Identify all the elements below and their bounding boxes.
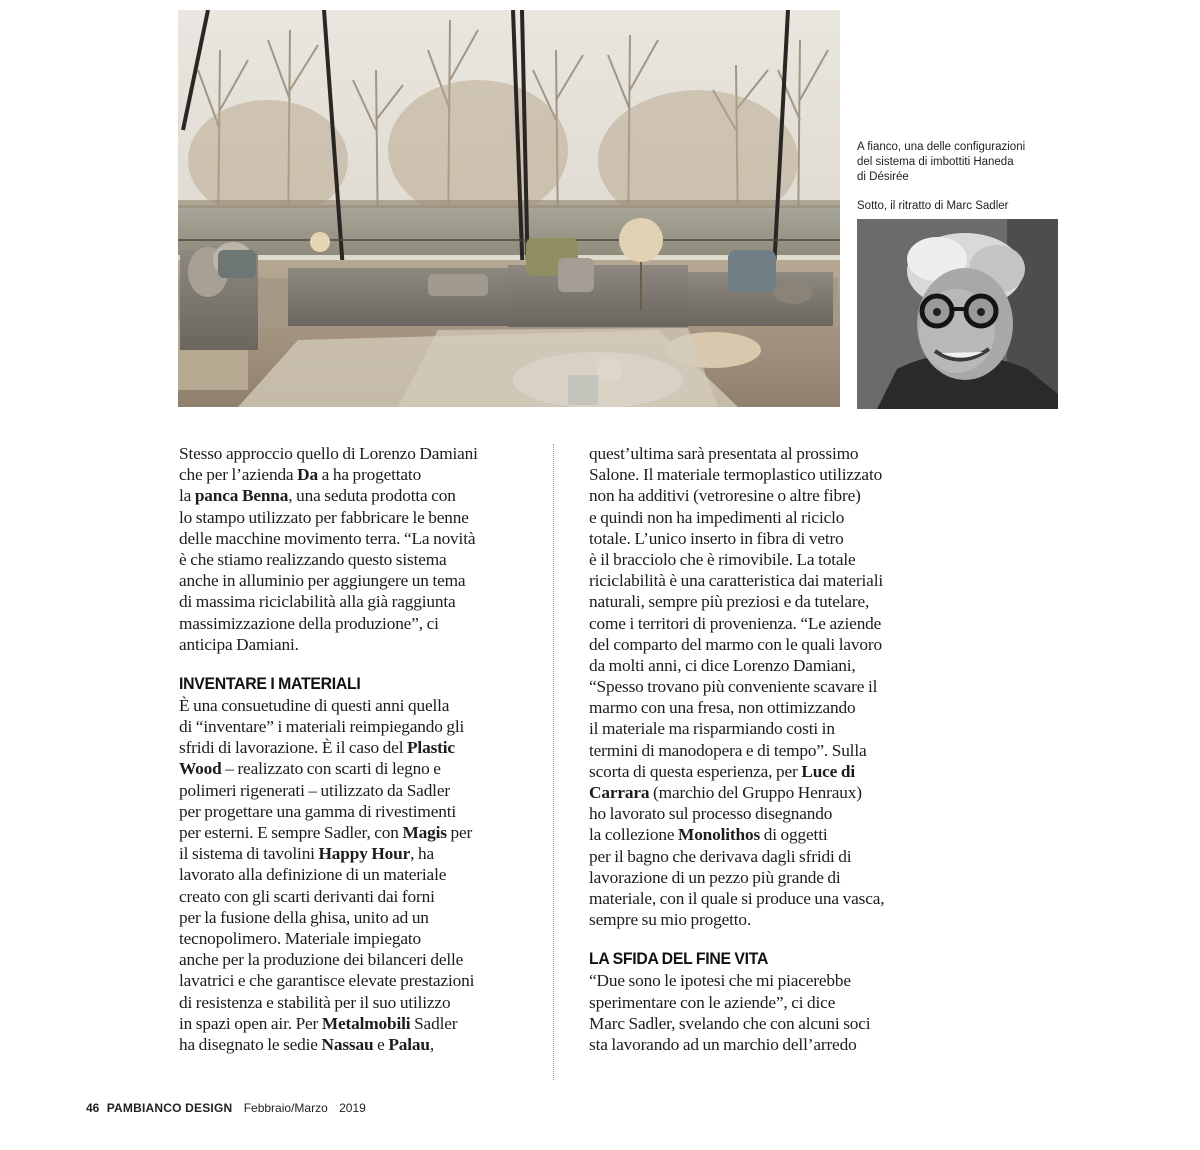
text-line xyxy=(589,888,939,909)
text-run: Sadler xyxy=(410,1013,458,1033)
text-line xyxy=(179,1034,529,1055)
text-line xyxy=(589,655,939,676)
text-line xyxy=(179,864,529,885)
caption-line: di Désirée xyxy=(857,171,909,183)
text-line xyxy=(179,464,529,485)
text-line xyxy=(179,443,529,464)
paragraph-gap xyxy=(589,930,939,948)
bold-text-run: Plastic xyxy=(407,738,455,758)
text-run: tecnopolimero. Materiale impiegato xyxy=(179,928,421,948)
text-line xyxy=(589,867,939,888)
text-run: riciclabilità è una caratteristica dai materiali xyxy=(589,571,883,591)
bold-text-run: Luce di xyxy=(801,761,855,781)
text-line xyxy=(179,780,529,801)
text-line xyxy=(589,824,939,845)
text-run: anticipa Damiani. xyxy=(179,634,299,654)
text-line xyxy=(589,570,939,591)
text-line xyxy=(589,970,939,991)
text-line xyxy=(179,758,529,779)
text-run: lo stampo utilizzato per fabbricare le benne xyxy=(179,507,469,527)
text-run: la collezione xyxy=(589,825,679,845)
text-line xyxy=(589,613,939,634)
text-run: Salone. Il materiale termoplastico utilizzato xyxy=(589,465,883,485)
text-line xyxy=(179,591,529,612)
text-run: la xyxy=(179,486,195,506)
text-line xyxy=(589,1034,939,1055)
bold-text-run: Happy Hour xyxy=(318,844,411,864)
text-run: del comparto del marmo con le quali lavoro xyxy=(589,634,883,654)
text-run: a ha progettato xyxy=(317,465,422,485)
bold-text-run: Monolithos xyxy=(678,825,761,845)
caption-line: A fianco, una delle configurazioni xyxy=(857,141,1026,153)
bold-text-run: Nassau xyxy=(321,1034,374,1054)
issue-year: 2019 xyxy=(339,1101,366,1115)
bold-text-run: Carrara xyxy=(589,783,650,802)
text-run: , ha xyxy=(410,844,435,864)
page-footer xyxy=(86,1101,366,1115)
text-line xyxy=(179,528,529,549)
text-line xyxy=(179,549,529,570)
column-divider xyxy=(553,444,554,1080)
text-line xyxy=(179,822,529,843)
text-line xyxy=(179,843,529,864)
text-line xyxy=(179,1013,529,1034)
text-line xyxy=(179,907,529,928)
text-run: lavorazione di un pezzo più grande di xyxy=(589,867,841,887)
text-line xyxy=(179,886,529,907)
text-run: per il bagno che derivava dagli sfridi di xyxy=(589,846,852,866)
text-run: per progettare una gamma di rivestimenti xyxy=(179,801,457,821)
portrait-caption: Sotto, il ritratto di Marc Sadler xyxy=(857,200,1009,212)
text-run: “Due sono le ipotesi che mi piacerebbe xyxy=(589,971,851,991)
text-run: sfridi di lavorazione. È il caso del xyxy=(179,738,408,758)
text-run: in spazi open air. Per xyxy=(179,1013,322,1033)
text-line xyxy=(589,761,939,782)
text-run: materiale, con il quale si produce una vasca, xyxy=(589,888,885,908)
text-line xyxy=(179,485,529,506)
text-line xyxy=(179,507,529,528)
text-run: e xyxy=(373,1034,389,1054)
text-run: il sistema di tavolini xyxy=(179,844,319,864)
text-line xyxy=(589,846,939,867)
text-run: di oggetti xyxy=(760,825,828,845)
text-line xyxy=(589,718,939,739)
text-line xyxy=(589,507,939,528)
text-run: il materiale ma risparmiando costi in xyxy=(589,719,835,739)
text-line xyxy=(179,634,529,655)
text-run: sempre su mio progetto. xyxy=(589,910,752,930)
text-run: di “inventare” i materiali reimpiegando gli xyxy=(179,717,465,737)
text-line xyxy=(589,909,939,930)
text-line xyxy=(589,782,939,803)
text-run: scorta di questa esperienza, per xyxy=(589,761,802,781)
section-heading: INVENTARE I MATERIALI xyxy=(179,673,361,693)
text-line xyxy=(179,992,529,1013)
sofa-photo-caption xyxy=(857,140,1062,185)
magazine-name: PAMBIANCO DESIGN xyxy=(106,1101,233,1115)
text-run: per la fusione della ghisa, unito ad un xyxy=(179,907,429,927)
text-line xyxy=(589,1013,939,1034)
text-run: da molti anni, ci dice Lorenzo Damiani, xyxy=(589,655,856,675)
text-run: Stesso approccio quello di Lorenzo Damiani xyxy=(179,444,478,463)
text-run: lavorato alla definizione di un materiale xyxy=(179,865,447,885)
sofa-living-room-photo xyxy=(178,10,840,407)
text-line xyxy=(179,949,529,970)
text-run: per xyxy=(446,823,473,842)
text-run: delle macchine movimento terra. “La novità xyxy=(179,528,476,548)
text-line xyxy=(179,716,529,737)
text-line xyxy=(179,613,529,634)
text-run: di massima riciclabilità alla già raggiunta xyxy=(179,592,456,612)
text-line xyxy=(179,737,529,758)
text-run: per esterni. E sempre Sadler, con xyxy=(179,823,403,842)
text-run: lavatrici e che garantisce elevate prestazioni xyxy=(179,971,475,991)
bold-text-run: panca Benna xyxy=(194,486,289,506)
text-line xyxy=(589,676,939,697)
text-line xyxy=(589,992,939,1013)
text-run: Marc Sadler, svelando che con alcuni soci xyxy=(589,1013,871,1033)
text-run: polimeri rigenerati – utilizzato da Sadler xyxy=(179,780,450,800)
marc-sadler-portrait xyxy=(857,219,1058,409)
text-run: di resistenza e stabilità per il suo utilizzo xyxy=(179,992,451,1012)
text-run: ho lavorato sul processo disegnando xyxy=(589,804,833,824)
text-run: “Spesso trovano più conveniente scavare il xyxy=(589,677,878,697)
bold-text-run: Magis xyxy=(402,823,447,842)
text-run: quest’ultima sarà presentata al prossimo xyxy=(589,444,859,463)
text-line xyxy=(589,443,939,464)
text-line xyxy=(589,591,939,612)
text-run: anche in alluminio per aggiungere un tema xyxy=(179,571,466,591)
text-line xyxy=(179,801,529,822)
text-line xyxy=(589,464,939,485)
text-run: (marchio del Gruppo Henraux) xyxy=(649,783,862,802)
text-run: è il bracciolo che è rimovibile. La totale xyxy=(589,549,856,569)
text-run: È una consuetudine di questi anni quella xyxy=(179,695,450,715)
bold-text-run: Wood xyxy=(179,759,222,779)
text-run: e quindi non ha impedimenti al riciclo xyxy=(589,507,845,527)
text-line xyxy=(179,928,529,949)
text-line xyxy=(589,803,939,824)
text-line xyxy=(589,528,939,549)
text-line xyxy=(589,634,939,655)
text-run: che per l’azienda xyxy=(179,465,298,485)
page-number: 46 xyxy=(86,1101,100,1115)
text-line xyxy=(589,485,939,506)
text-run: sta lavorando ad un marchio dell’arredo xyxy=(589,1034,857,1054)
text-line xyxy=(589,549,939,570)
bold-text-run: Metalmobili xyxy=(321,1013,411,1033)
text-run: termini di manodopera e di tempo”. Sulla xyxy=(589,740,867,760)
text-line xyxy=(179,970,529,991)
text-run: anche per la produzione dei bilanceri delle xyxy=(179,950,464,970)
bold-text-run: Da xyxy=(297,465,318,485)
text-line xyxy=(179,570,529,591)
issue-months: Febbraio/Marzo xyxy=(243,1101,328,1115)
text-run: creato con gli scarti derivanti dai forni xyxy=(179,886,435,906)
text-run: naturali, sempre più preziosi e da tutelare, xyxy=(589,592,870,612)
text-run: è che stiamo realizzando questo sistema xyxy=(179,549,447,569)
text-run: come i territori di provenienza. “Le aziende xyxy=(589,613,882,633)
bold-text-run: Palau xyxy=(388,1034,430,1054)
text-run: – realizzato con scarti di legno e xyxy=(221,759,441,779)
text-run: , una seduta prodotta con xyxy=(288,486,456,506)
text-run: non ha additivi (vetroresine o altre fibre) xyxy=(589,486,861,506)
text-run: ha disegnato le sedie xyxy=(179,1034,322,1054)
text-run: totale. L’unico inserto in fibra di vetro xyxy=(589,528,844,548)
text-run: massimizzazione della produzione”, ci xyxy=(179,613,439,633)
text-run: marmo con una fresa, non ottimizzando xyxy=(589,698,856,718)
caption-line: del sistema di imbottiti Haneda xyxy=(857,156,1014,168)
article-left-column xyxy=(179,443,529,1055)
paragraph-gap xyxy=(179,655,529,673)
text-run: , xyxy=(429,1034,434,1054)
article-right-column xyxy=(589,443,939,1055)
text-line xyxy=(589,740,939,761)
text-line xyxy=(589,697,939,718)
section-heading: LA SFIDA DEL FINE VITA xyxy=(589,949,769,969)
text-line xyxy=(179,695,529,716)
text-run: sperimentare con le aziende”, ci dice xyxy=(589,992,836,1012)
